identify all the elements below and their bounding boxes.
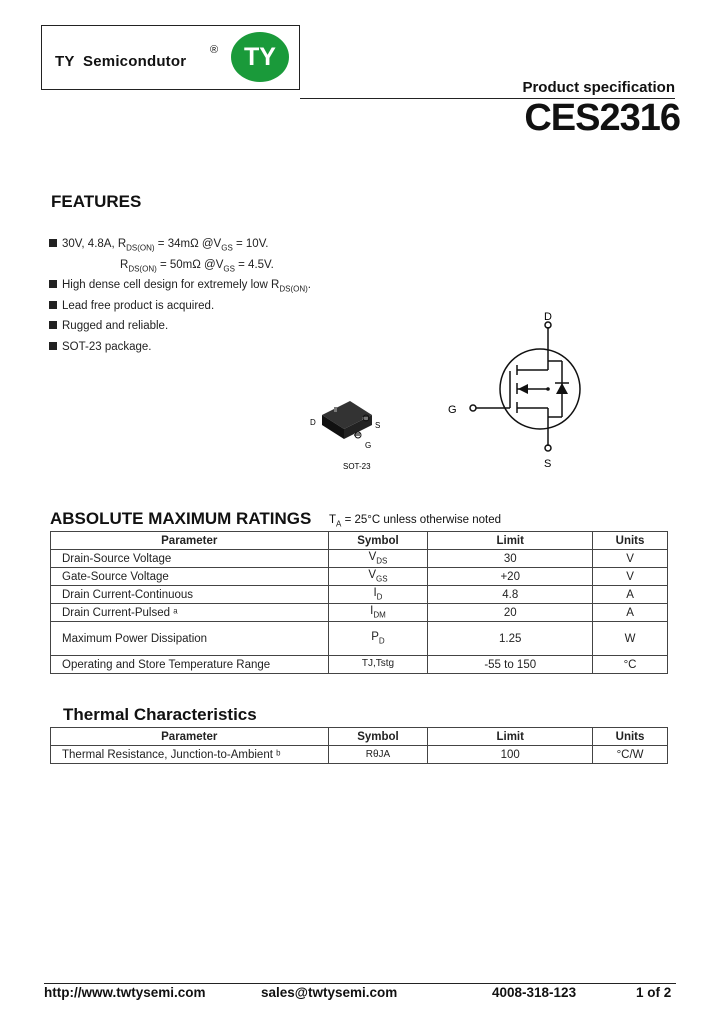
schem-pin-g: G <box>448 404 457 416</box>
bullet-icon <box>49 301 57 309</box>
bullet-icon <box>49 239 57 247</box>
mosfet-symbol-icon <box>440 305 600 475</box>
table-row: Drain Current-Continuous $I_D$ 4.8 A <box>51 586 668 604</box>
bullet-icon <box>49 321 57 329</box>
table-row: Gate-Source Voltage $V_{GS}$ +20 V <box>51 568 668 586</box>
feature-item: SOT-23 package. <box>49 341 152 353</box>
schem-pin-s: S <box>544 458 552 470</box>
pkg-pin-d: D <box>310 418 316 427</box>
footer-divider <box>44 983 676 984</box>
feature-item: $R_{DS(ON)} = 50m\Omega$ $@V_{GS} = 4.5V$. <box>120 259 274 274</box>
sot23-package-icon <box>300 395 400 477</box>
website-link[interactable]: http://www.twtysemi.com <box>44 985 206 1000</box>
thermal-title: Thermal Characteristics <box>63 705 257 724</box>
table-row: Operating and Store Temperature Range TJ,Tstg -55 to 150 °C <box>51 656 668 674</box>
bullet-icon <box>49 342 57 350</box>
logo-text: TY Semicondutor <box>55 53 187 70</box>
pkg-label: SOT-23 <box>343 462 371 471</box>
abs-max-table <box>50 531 668 674</box>
page-number: 1 of 2 <box>636 985 672 1000</box>
feature-item: Rugged and reliable. <box>49 320 168 332</box>
bullet-icon <box>49 280 57 288</box>
abs-max-title: ABSOLUTE MAXIMUM RATINGS <box>50 509 312 528</box>
features-title: FEATURES <box>51 192 142 211</box>
feature-item: 30V, 4.8A, $R_{DS(ON)} = 34m\Omega$ $@V_{GS} = 10V$. <box>49 238 269 252</box>
table-row: Thermal Resistance, Junction-to-Ambient ᵇ RθJA 100 °C/W <box>51 746 668 764</box>
feature-item: High dense cell design for extremely low $R_{DS(ON)}$. <box>49 279 311 293</box>
thermal-table <box>50 727 668 764</box>
pkg-pin-s: S <box>375 421 381 430</box>
doc-type: Product specification <box>522 79 675 96</box>
table-row: Maximum Power Dissipation $P_D$ 1.25 W <box>51 622 668 656</box>
pkg-pin-g: G <box>365 441 372 450</box>
table-header-row: Parameter Symbol Limit Units <box>51 532 668 550</box>
phone-number: 4008-318-123 <box>492 985 577 1000</box>
schem-pin-d: D <box>544 311 552 323</box>
abs-max-condition: $T_A = 25^\circ C$ unless otherwise noted <box>329 514 501 529</box>
logo <box>41 25 300 90</box>
logo-badge: TY <box>231 32 289 82</box>
feature-item: Lead free product is acquired. <box>49 300 214 312</box>
email-link[interactable]: sales@twtysemi.com <box>261 985 398 1000</box>
table-row: Drain-Source Voltage $V_{DS}$ 30 V <box>51 550 668 568</box>
table-row: Drain Current-Pulsed ᵃ $I_{DM}$ 20 A <box>51 604 668 622</box>
table-header-row: Parameter Symbol Limit Units <box>51 728 668 746</box>
part-number: CES2316 <box>524 97 680 139</box>
registered-mark: ® <box>210 44 219 56</box>
